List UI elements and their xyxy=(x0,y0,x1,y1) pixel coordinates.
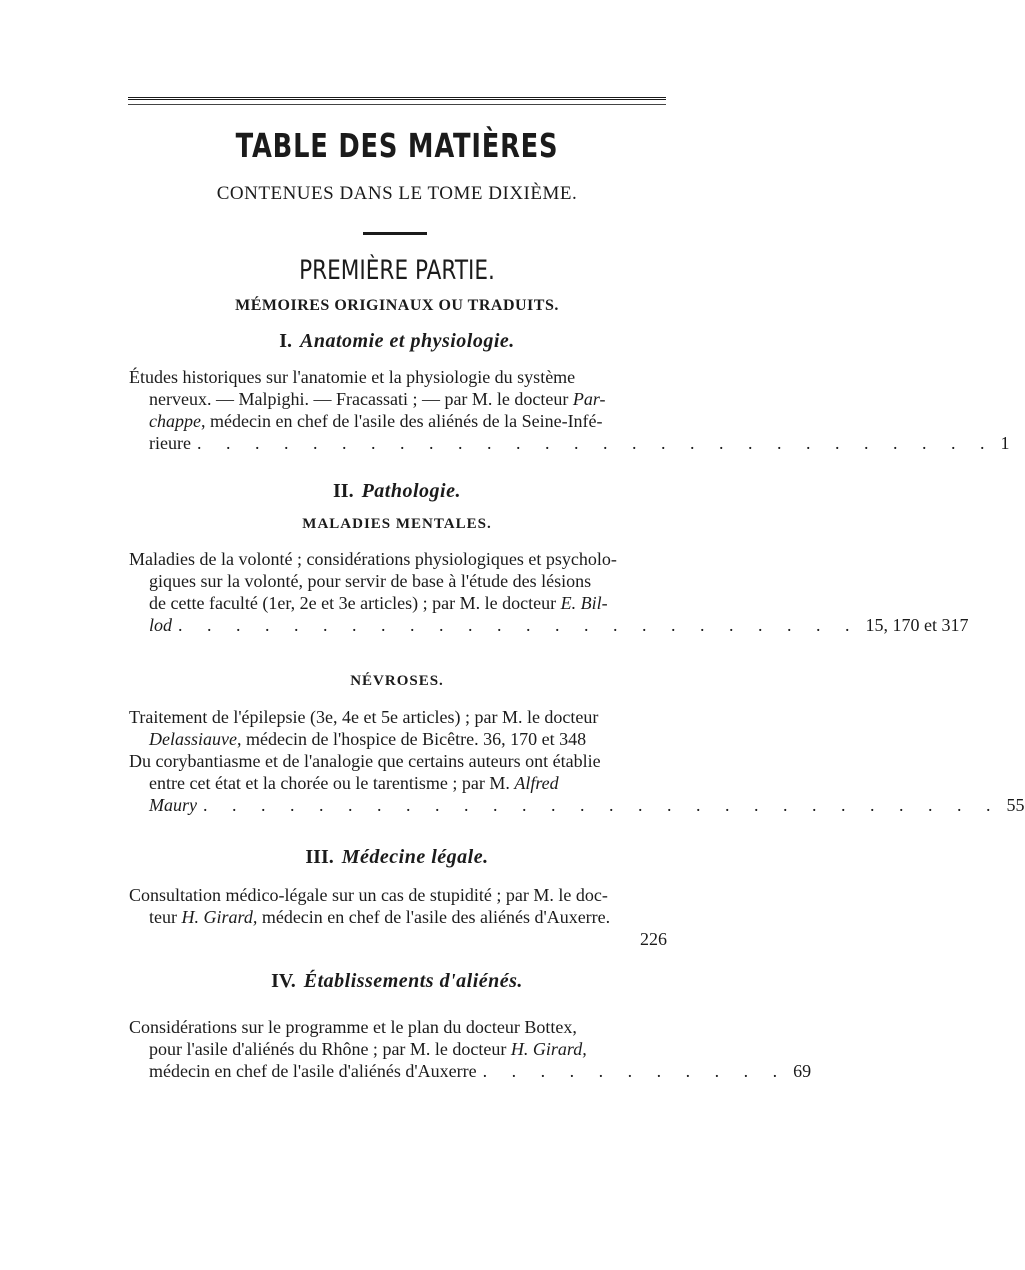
entry-text: , médecin de l'hospice de Bicêtre. 36, 170 et 348 xyxy=(236,729,587,749)
page-title: TABLE DES MATIÈRES xyxy=(235,126,559,165)
entry-author: chappe xyxy=(149,411,201,431)
entry-author: Maury xyxy=(149,795,197,815)
entry-line: Consultation médico-légale sur un cas de stupidité ; par M. le doc- xyxy=(129,885,608,905)
entry-line xyxy=(129,614,969,636)
section-number: I. xyxy=(279,330,292,352)
leader-dots: . . . . . . . . . . . . . . . . . . . . . . . . xyxy=(178,615,860,635)
entry-text: rieure xyxy=(149,433,191,453)
entry-line xyxy=(129,1060,812,1082)
entry-author: Alfred xyxy=(514,773,559,793)
entry-text: médecin en chef de l'asile d'aliénés d'Auxerre xyxy=(149,1061,477,1081)
section-heading-4 xyxy=(128,970,666,993)
entry-text: de cette faculté (1er, 2e et 3e articles) ; par M. le docteur xyxy=(149,593,561,613)
entry-author: Delassiauve xyxy=(149,729,237,749)
toc-entry-3[interactable] xyxy=(129,706,1025,816)
entry-line: Considérations sur le programme et le plan du docteur Bottex, xyxy=(129,1017,577,1037)
entry-line xyxy=(129,410,667,432)
entry-line xyxy=(129,906,667,928)
subheading-nevroses: NÉVROSES. xyxy=(350,673,444,689)
part-title: PREMIÈRE PARTIE. xyxy=(299,255,495,286)
entry-author: H. Girard, xyxy=(181,907,258,927)
toc-entry-4[interactable] xyxy=(129,884,667,950)
section-number: III. xyxy=(305,846,334,868)
entry-text: teur xyxy=(149,907,182,927)
section-name: Pathologie. xyxy=(361,480,461,502)
entry-text: pour l'asile d'aliénés du Rhône ; par M. le docteur xyxy=(149,1039,511,1059)
entry-line xyxy=(129,794,1025,816)
page-subtitle: CONTENUES DANS LE TOME DIXIÈME. xyxy=(216,183,578,204)
title-divider xyxy=(363,232,427,235)
section-name: Établissements d'aliénés. xyxy=(303,970,523,992)
toc-entry-1[interactable] xyxy=(129,366,1010,454)
leader-dots: . . . . . . . . . . . . . . . . . . . . . . . . . . . . xyxy=(203,795,1001,815)
section-name: Anatomie et physiologie. xyxy=(300,330,515,352)
entry-text: , médecin en chef de l'asile des aliénés de la Seine-Infé- xyxy=(200,411,603,431)
part-subtitle: MÉMOIRES ORIGINAUX OU TRADUITS. xyxy=(235,297,559,314)
entry-text: nerveux. — Malpighi. — Fracassati ; — par M. le docteur xyxy=(149,389,573,409)
page-number: 55 xyxy=(1006,795,1025,815)
section-name: Médecine légale. xyxy=(341,846,489,868)
entry-line xyxy=(129,728,667,750)
page-number: 69 xyxy=(793,1061,812,1081)
entry-line: Études historiques sur l'anatomie et la physiologie du système xyxy=(129,367,576,387)
section-number: II. xyxy=(333,480,354,502)
entry-text: entre cet état et la chorée ou le tarentisme ; par M. xyxy=(149,773,515,793)
section-heading-1 xyxy=(128,330,666,353)
entry-author: H. Girard, xyxy=(510,1039,587,1059)
section-number: IV. xyxy=(271,970,296,992)
entry-line xyxy=(129,432,1010,454)
toc-entry-5[interactable] xyxy=(129,1016,812,1082)
entry-author: Par- xyxy=(572,389,606,409)
section-heading-2 xyxy=(128,480,666,503)
entry-line xyxy=(129,772,667,794)
page-number: 226 xyxy=(640,929,667,949)
subheading-maladies-mentales: MALADIES MENTALES. xyxy=(302,516,492,532)
page-number: 15, 170 et 317 xyxy=(865,615,969,635)
entry-line xyxy=(129,592,667,614)
toc-entry-2[interactable] xyxy=(129,548,969,636)
entry-line: Du corybantiasme et de l'analogie que certains auteurs ont établie xyxy=(129,751,601,771)
section-heading-3 xyxy=(128,846,666,869)
entry-line: Traitement de l'épilepsie (3e, 4e et 5e articles) ; par M. le docteur xyxy=(129,707,599,727)
entry-line xyxy=(129,1038,667,1060)
entry-text: médecin en chef de l'asile des aliénés d'Auxerre. xyxy=(257,907,611,927)
leader-dots: . . . . . . . . . . . xyxy=(482,1061,788,1081)
top-thin-rule xyxy=(128,104,666,105)
entry-line xyxy=(129,388,667,410)
top-double-rule xyxy=(128,97,666,100)
entry-line xyxy=(129,928,667,950)
entry-line: giques sur la volonté, pour servir de base à l'étude des lésions xyxy=(149,571,592,591)
entry-author: lod xyxy=(149,615,173,635)
page-number: 1 xyxy=(1000,433,1010,453)
entry-author: E. Bil- xyxy=(560,593,608,613)
leader-dots: . . . . . . . . . . . . . . . . . . . . . . . . . . . . xyxy=(196,433,995,453)
entry-line: Maladies de la volonté ; considérations physiologiques et psycholo- xyxy=(129,549,617,569)
